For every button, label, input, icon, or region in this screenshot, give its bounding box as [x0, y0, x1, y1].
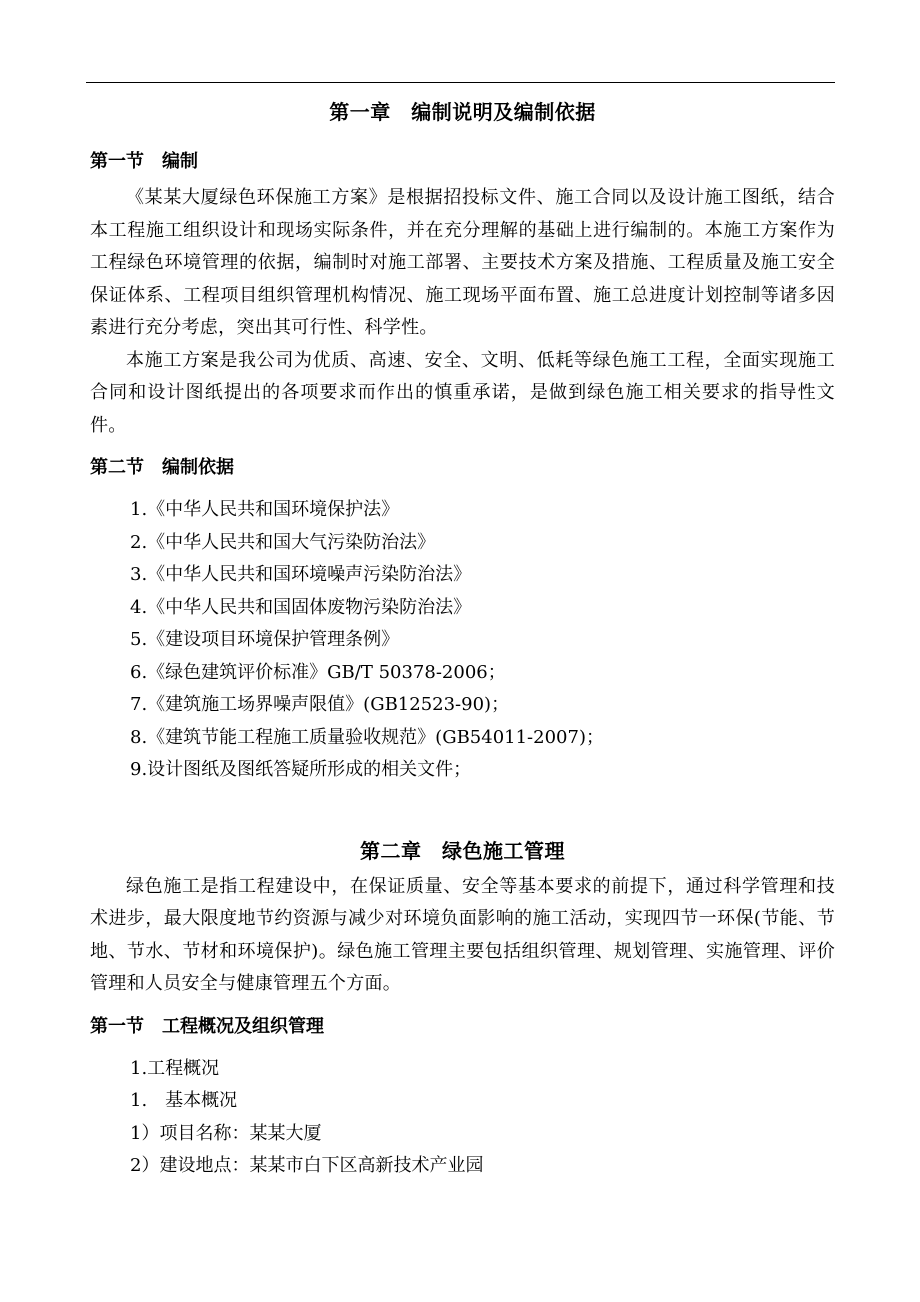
chapter-1-title: 第一章 编制说明及编制依据 [329, 100, 596, 124]
document-body [90, 92, 835, 1183]
paragraph: 本施工方案是我公司为优质、高速、安全、文明、低耗等绿色施工工程，全面实现施工合同和设计图纸提出的各项要求而作出的慎重承诺，是做到绿色施工相关要求的指导性文件。 [90, 349, 835, 436]
chapter-2-title: 第二章 绿色施工管理 [360, 838, 565, 863]
chapter-2-intro: 绿色施工是指工程建设中，在保证质量、安全等基本要求的前提下，通过科学管理和技术进步，最大限度地节约资源与减少对环境负面影响的施工活动，实现四节一环保(节能、节地、节水、节材和环境保护)。绿色施工管理主要包括组织管理、规划管理、实施管理、评价管理和人员安全与健康管理五个方面。 [90, 875, 835, 994]
paragraph: 《某某大厦绿色环保施工方案》是根据招投标文件、施工合同以及设计施工图纸，结合本工程施工组织设计和现场实际条件，并在充分理解的基础上进行编制的。本施工方案作为工程绿色环境管理的依据，编制时对施工部署、主要技术方案及措施、工程质量及施工安全保证体系、工程项目组织管理机构情况、施工现场平面布置、施工总进度计划控制等诸多因素进行充分考虑，突出其可行性、科学性。 [90, 187, 835, 338]
reference-item: 9.设计图纸及图纸答疑所形成的相关文件； [130, 759, 472, 780]
header-rule [86, 82, 835, 83]
reference-item: 5.《建设项目环境保护管理条例》 [130, 629, 400, 650]
project-detail: 2）建设地点：某某市白下区高新技术产业园 [130, 1155, 484, 1176]
outline-item: 1. 基本概况 [130, 1090, 238, 1111]
reference-item: 1.《中华人民共和国环境保护法》 [130, 499, 400, 520]
reference-item: 4.《中华人民共和国固体废物污染防治法》 [130, 596, 472, 618]
chapter-2-section-1-title: 第一节 工程概况及组织管理 [90, 1015, 324, 1037]
reference-item: 8.《建筑节能工程施工质量验收规范》(GB54011-2007)； [130, 726, 604, 748]
reference-item: 3.《中华人民共和国环境噪声污染防治法》 [130, 564, 472, 585]
chapter-1-section-1-title: 第一节 编制 [90, 151, 198, 172]
chapter-1-section-2-title: 第二节 编制依据 [90, 457, 234, 478]
reference-item: 7.《建筑施工场界噪声限值》(GB12523-90)； [130, 694, 510, 715]
outline-item: 1.工程概况 [130, 1057, 220, 1079]
reference-item: 2.《中华人民共和国大气污染防治法》 [130, 531, 436, 553]
reference-item: 6.《绿色建筑评价标准》GB/T 50378-2006； [130, 661, 506, 683]
project-detail: 1）项目名称：某某大厦 [130, 1122, 322, 1144]
